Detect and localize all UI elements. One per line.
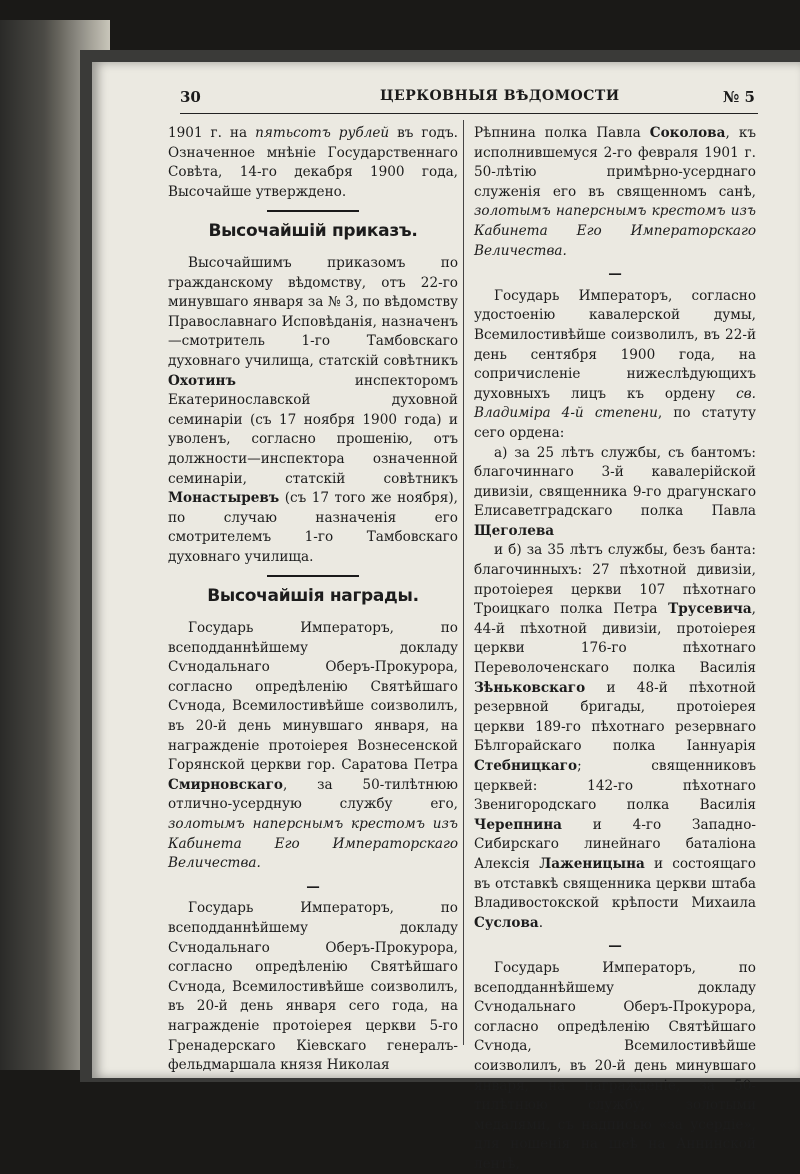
section-heading-awards: Высочайшія награды. <box>207 586 419 607</box>
header-rule <box>180 113 758 114</box>
section-heading-order: Высочайшій приказъ. <box>208 221 418 242</box>
issue-number: № 5 <box>723 88 755 106</box>
left-column <box>168 124 458 1076</box>
order-paragraph: Высочайшимъ приказомъ по гражданскому вѣдомству, отъ 22-го минувшаго января за № 3, по вѣдомству Православнаго Исповѣданія, назначенъ—смотритель 1-го Тамбовскаго духовнаго училища, статскій совѣтникъ Охотинъ инспекторомъ Екатеринославской духовной семинаріи (съ 17 ноября 1900 года) и уволенъ, согласно прошенію, отъ должности—инспектора означенной семинаріи, статскій совѣтникъ Монастыревъ (съ 17 того же ноября), по случаю назначенія его смотрителемъ 1-го Тамбовскаго духовнаго училища. <box>168 254 458 565</box>
page-number: 30 <box>180 88 201 106</box>
order-award-paragraph: Государь Императоръ, согласно удостоенію кавалерской думы, Всемилостивѣйше соизволилъ, въ 22-й день сентября 1900 года, на сопричисленіе нижеслѣдующихъ духовныхъ лицъ къ ордену св. Владиміра 4-й степени, по статуту сего ордена: <box>474 287 756 441</box>
intro-paragraph: 1901 г. на пятьсотъ рублей въ годъ. Означенное мнѣніе Государственнаго Совѣта, 14-го декабря 1900 года, Высочайше утверждено. <box>168 125 459 200</box>
award-paragraph: Государь Императоръ, по всеподданнѣйшему докладу Сѵнодальнаго Оберъ-Прокурора, согласно опредѣленію Святѣйшаго Сѵнода, Всемилостивѣйше соизволилъ, въ 20-й день минувшаго января, на награжденіе, за 50-тилѣтнюю службу, золотыми медалями, съ надписью «за усердіе», для ношенія на шеѣ на Аннинской лентѣ, <box>474 959 756 1172</box>
paragraph-dash: — <box>608 266 622 283</box>
page-header <box>180 88 755 110</box>
section-separator <box>267 210 359 212</box>
award-list-item-a: а) за 25 лѣтъ службы, съ бантомъ: благочиннаго 3-й кавалерійской дивизіи, священника 9-го драгунскаго Елисаветградскаго полка Павла Щеголева <box>474 444 756 539</box>
paragraph-dash: — <box>608 938 622 955</box>
award-paragraph: Государь Императоръ, по всеподданнѣйшему докладу Сѵнодальнаго Оберъ-Прокурора, согласно опредѣленію Святѣйшаго Сѵнода, Всемилостивѣйше соизволилъ, въ 20-й день января сего года, на награжденіе протоіерея церкви 5-го Гренадерскаго Кіевскаго генералъ-фельдмаршала князя Николая <box>168 900 458 1074</box>
paragraph-dash: — <box>306 878 320 895</box>
section-separator <box>267 575 359 577</box>
award-continued-paragraph: Рѣпнина полка Павла Соколова, къ исполнившемуся 2-го февраля 1901 г. 50-лѣтію примѣрно-усерднаго служенія его въ священномъ санѣ, золотымъ наперснымъ крестомъ изъ Кабинета Его Императорскаго Величества. <box>474 125 756 259</box>
right-column <box>474 124 756 1174</box>
award-paragraph: Государь Императоръ, по всеподданнѣйшему докладу Сѵнодальнаго Оберъ-Прокурора, согласно опредѣленію Святѣйшаго Сѵнода, Всемилостивѣйше соизволилъ, въ 20-й день минувшаго января, на награжденіе протоіерея Вознесенской Горянской церкви гор. Саратова Петра Смирновскаго, за 50-тилѣтнюю отлично-усердную службу его, золотымъ наперснымъ крестомъ изъ Кабинета Его Императорскаго Величества. <box>168 620 458 872</box>
column-divider <box>463 120 464 1045</box>
journal-title: ЦЕРКОВНЫЯ ВѢДОМОСТИ <box>380 88 620 104</box>
award-list-item-b: и б) за 35 лѣтъ службы, безъ банта: благочинныхъ: 27 пѣхотной дивизіи, протоіерея церкви 107 пѣхотнаго Троицкаго полка Петра Трусевича, 44-й пѣхотной дивизіи, протоіерея церкви 176-го пѣхотнаго Переволоченскаго полка Василія Зѣньковскаго и 48-й пѣхотной резервной бригады, протоіерея церкви 189-го пѣхотнаго резервнаго Бѣлгорайскаго полка Іаннуарія Стебницкаго; священниковъ церквей: 142-го пѣхотнаго Звенигородскаго полка Василія Черепнина и 4-го Западно-Сибирскаго линейнаго баталіона Алексія Лаженицына и состоящаго въ отставкѣ священника церкви штаба Владивостокской крѣпости Михаила Суслова. <box>474 542 756 931</box>
